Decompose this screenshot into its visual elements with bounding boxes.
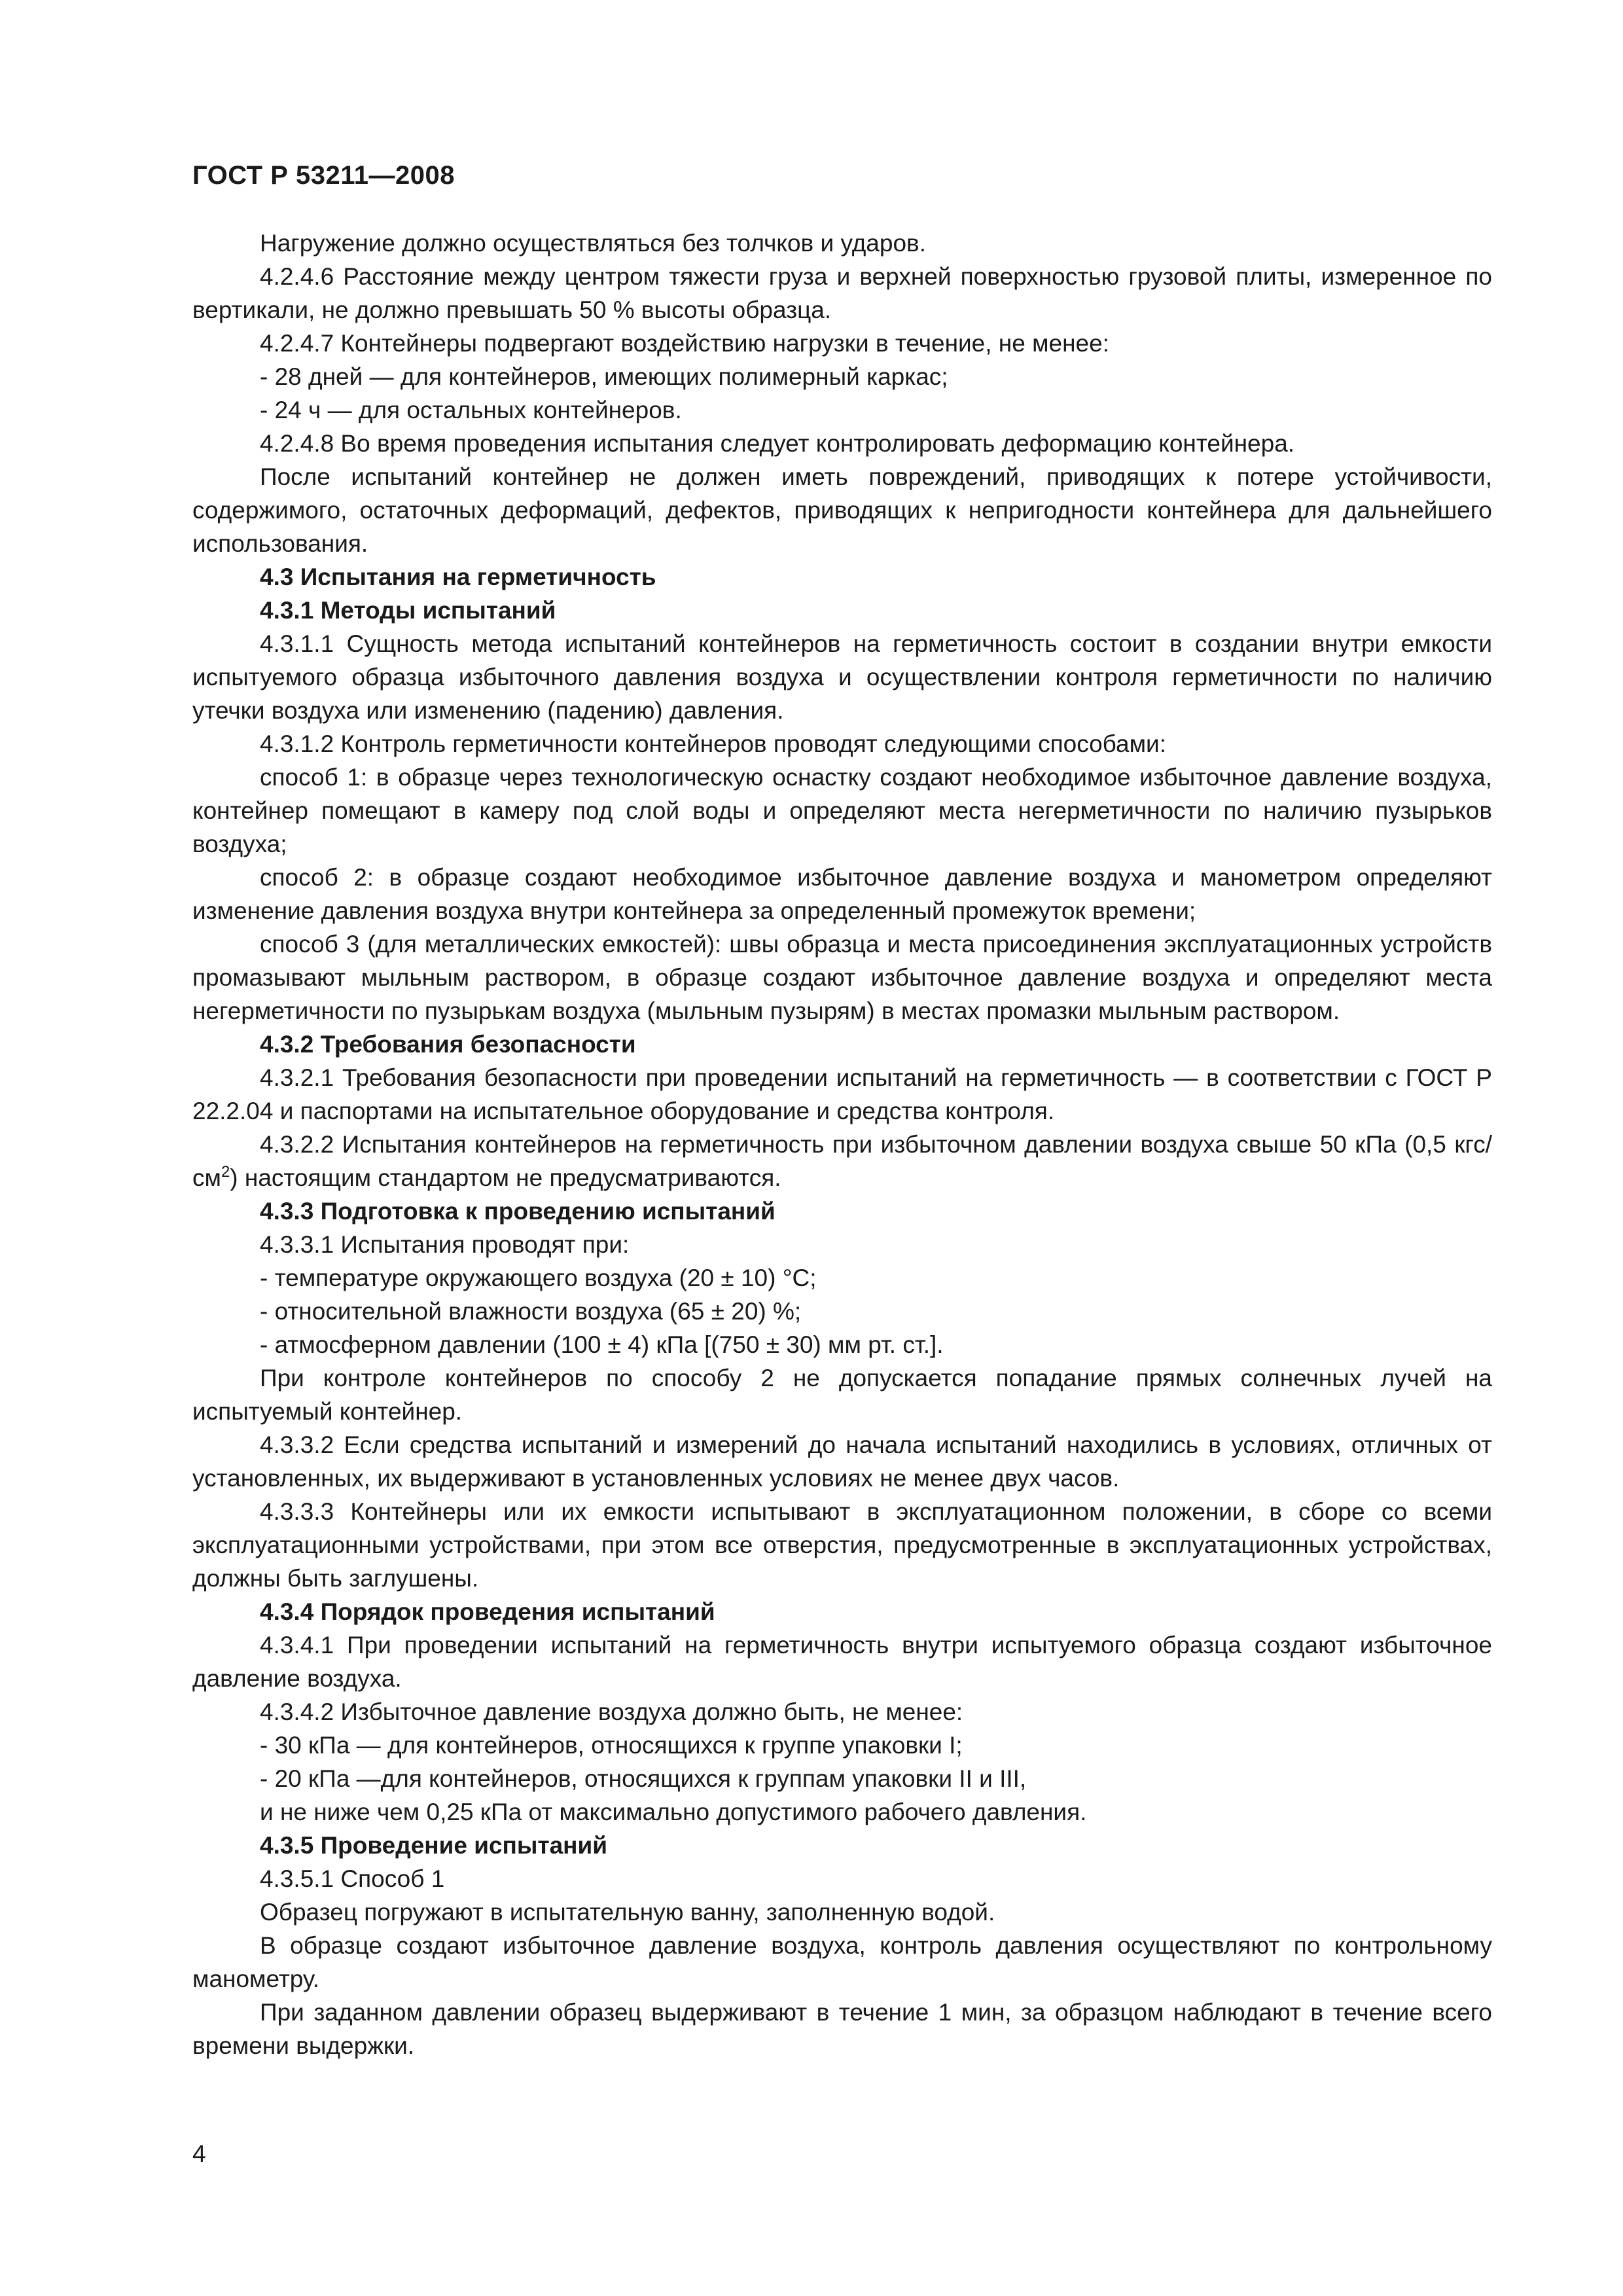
- body-paragraph: 4.2.4.6 Расстояние между центром тяжести груза и верхней поверхностью грузовой плиты, измеренное по вертикали, не должно превышать 50 % высоты образца.: [192, 263, 1492, 323]
- superscript: 2: [221, 1163, 230, 1181]
- body-paragraph: Нагружение должно осуществляться без толчков и ударов.: [260, 230, 926, 257]
- section-heading: 4.3.1 Методы испытаний: [260, 597, 556, 624]
- body-paragraph: способ 3 (для металлических емкостей): швы образца и места присоединения эксплуатационных устройств промазывают мыльным раствором, в образце создают избыточное давление воздуха и определяют места негерметичности по пузырькам воздуха (мыльным пузырям) в местах промазки мыльным раствором.: [192, 931, 1492, 1024]
- list-item: - температуре окружающего воздуха (20 ± 10) °C;: [260, 1265, 817, 1291]
- document-body: [192, 226, 1492, 2062]
- list-item: - 30 кПа — для контейнеров, относящихся к группе упаковки I;: [260, 1732, 963, 1759]
- list-item: - 28 дней — для контейнеров, имеющих полимерный каркас;: [260, 363, 948, 390]
- body-paragraph: После испытаний контейнер не должен иметь повреждений, приводящих к потере устойчивости, содержимого, остаточных деформаций, дефектов, приводящих к непригодности контейнера для дальнейшего использования.: [192, 463, 1492, 557]
- section-heading: 4.3.5 Проведение испытаний: [260, 1832, 608, 1859]
- page-number: 4: [192, 2140, 206, 2167]
- paragraph-text: ) настоящим стандартом не предусматриваются.: [230, 1164, 781, 1191]
- body-paragraph: 4.2.4.7 Контейнеры подвергают воздействию нагрузки в течение, не менее:: [260, 330, 1109, 357]
- body-paragraph: 4.3.3.3 Контейнеры или их емкости испытывают в эксплуатационном положении, в сборе со всеми эксплуатационными устройствами, при этом все отверстия, предусмотренные в эксплуатационных устройствах, должны быть заглушены.: [192, 1498, 1492, 1592]
- list-item: - 20 кПа —для контейнеров, относящихся к группам упаковки II и III,: [260, 1765, 1027, 1792]
- body-paragraph: При контроле контейнеров по способу 2 не допускается попадание прямых солнечных лучей на испытуемый контейнер.: [192, 1365, 1492, 1425]
- body-paragraph: Образец погружают в испытательную ванну, заполненную водой.: [260, 1899, 995, 1926]
- list-item: - 24 ч — для остальных контейнеров.: [260, 397, 682, 423]
- list-item: - атмосферном давлении (100 ± 4) кПа [(750 ± 30) мм рт. ст.].: [260, 1331, 944, 1358]
- body-paragraph: и не ниже чем 0,25 кПа от максимально допустимого рабочего давления.: [260, 1799, 1087, 1825]
- body-paragraph: 4.3.3.2 Если средства испытаний и измерений до начала испытаний находились в условиях, отличных от установленных, их выдерживают в установленных условиях не менее двух часов.: [192, 1431, 1492, 1492]
- body-paragraph: 4.3.1.2 Контроль герметичности контейнеров проводят следующими способами:: [260, 730, 1166, 757]
- body-paragraph: 4.3.4.1 При проведении испытаний на герметичность внутри испытуемого образца создают избыточное давление воздуха.: [192, 1632, 1492, 1692]
- body-paragraph: 4.3.4.2 Избыточное давление воздуха должно быть, не менее:: [260, 1698, 963, 1725]
- section-heading: 4.3.4 Порядок проведения испытаний: [260, 1598, 715, 1625]
- section-heading: 4.3.2 Требования безопасности: [260, 1031, 636, 1058]
- body-paragraph: 4.3.1.1 Сущность метода испытаний контейнеров на герметичность состоит в создании внутри емкости испытуемого образца избыточного давления воздуха и осуществлении контроля герметичности по наличию утечки воздуха или изменению (падению) давления.: [192, 630, 1492, 724]
- list-item: - относительной влажности воздуха (65 ± 20) %;: [260, 1298, 802, 1325]
- body-paragraph: способ 1: в образце через технологическую оснастку создают необходимое избыточное давление воздуха, контейнер помещают в камеру под слой воды и определяют места негерметичности по наличию пузырьков воздуха;: [192, 764, 1492, 857]
- body-paragraph: [192, 1128, 1492, 1194]
- body-paragraph: 4.3.5.1 Способ 1: [260, 1865, 445, 1892]
- document-code-header: ГОСТ Р 53211—2008: [192, 161, 455, 190]
- body-paragraph: способ 2: в образце создают необходимое избыточное давление воздуха и манометром определяют изменение давления воздуха внутри контейнера за определенный промежуток времени;: [192, 864, 1492, 924]
- section-heading: 4.3.3 Подготовка к проведению испытаний: [260, 1198, 776, 1225]
- section-heading: 4.3 Испытания на герметичность: [260, 564, 656, 590]
- body-paragraph: 4.3.2.1 Требования безопасности при проведении испытаний на герметичность — в соответствии с ГОСТ Р 22.2.04 и паспортами на испытательное оборудование и средства контроля.: [192, 1064, 1492, 1124]
- paragraph-text: 4.3.2.2 Испытания контейнеров на герметичность при избыточном давлении воздуха свыше 50 кПа (0,5 кгс/см: [192, 1131, 1492, 1191]
- body-paragraph: В образце создают избыточное давление воздуха, контроль давления осуществляют по контрольному манометру.: [192, 1932, 1492, 1992]
- body-paragraph: 4.2.4.8 Во время проведения испытания следует контролировать деформацию контейнера.: [260, 430, 1295, 457]
- body-paragraph: 4.3.3.1 Испытания проводят при:: [260, 1231, 630, 1258]
- body-paragraph: При заданном давлении образец выдерживают в течение 1 мин, за образцом наблюдают в течение всего времени выдержки.: [192, 1999, 1492, 2059]
